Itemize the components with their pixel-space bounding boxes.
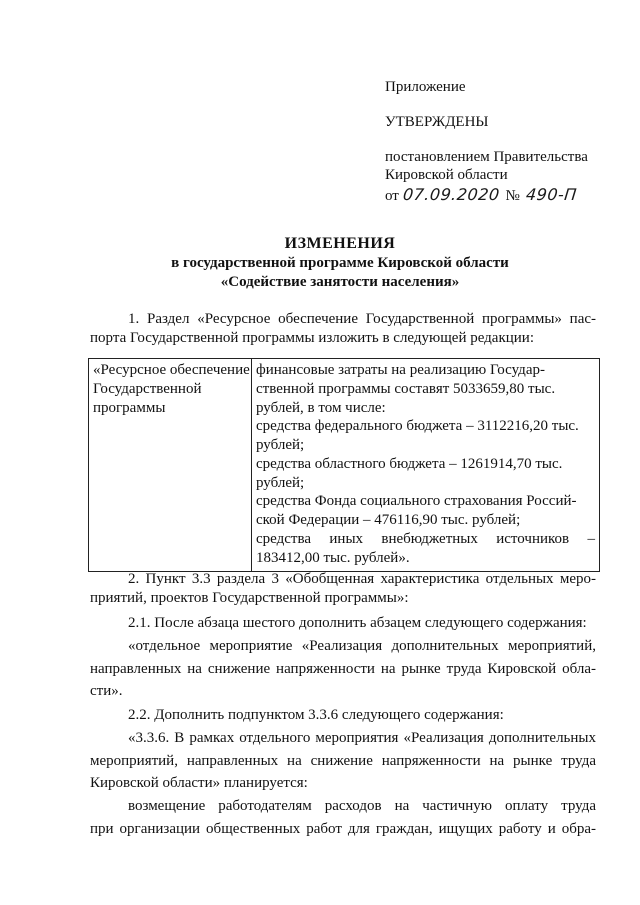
- resolution-line-2: Кировской области: [385, 167, 508, 184]
- table-cell-label: [89, 359, 252, 572]
- table-row: [89, 359, 600, 572]
- item-1-line-1: 1. Раздел «Ресурсное обеспечение Государственной программы» пас-: [128, 311, 596, 327]
- appendix-label: Приложение: [385, 79, 466, 95]
- table-right-line: средства областного бюджета – 1261914,70 тыс.: [256, 455, 563, 472]
- handwritten-date: 07.09.2020: [401, 185, 501, 204]
- item-1: [90, 310, 596, 348]
- table-right-line: средства иных внебюджетных источников –: [256, 530, 595, 547]
- table-right-line: средства Фонда социального страхования Россий-: [256, 493, 577, 510]
- table-cell-value: [252, 359, 600, 572]
- title-line-2: в государственной программе Кировской области: [171, 255, 509, 271]
- item-2-2-p1-line-1: «3.3.6. В рамках отдельного мероприятия «Реализация дополнительных: [128, 729, 596, 746]
- item-1-line-2: порта Государственной программы изложить в следующей редакции:: [90, 329, 535, 346]
- document-title: [60, 234, 620, 292]
- from-label: от: [385, 188, 399, 204]
- item-2-1-line-1: 2.1. После абзаца шестого дополнить абзацем следующего содержания:: [128, 615, 587, 631]
- item-2-1-quote-line-2: направленных на снижение напряженности на рынке труда Кировской обла-: [90, 660, 596, 677]
- resource-table: [88, 358, 600, 572]
- item-2-2: [90, 706, 596, 839]
- item-2-2-line-1: 2.2. Дополнить подпунктом 3.3.6 следующего содержания:: [128, 707, 504, 723]
- table-left-line: Государственной: [93, 380, 202, 397]
- resolution-line-1: постановлением Правительства: [385, 148, 588, 165]
- table-right-line: финансовые затраты на реализацию Государ-: [256, 362, 545, 378]
- approval-block: [385, 78, 625, 206]
- approved-label: УТВЕРЖДЕНЫ: [385, 113, 489, 130]
- item-2-2-p1-line-2: мероприятий, направленных на снижение напряженности на рынке труда: [90, 752, 596, 769]
- item-2-2-p2-line-1: возмещение работодателям расходов на частичную оплату труда: [128, 798, 596, 814]
- table-left-line: программы: [93, 399, 166, 416]
- table-left-line: «Ресурсное обеспечение: [93, 362, 250, 378]
- table-right-line: средства федерального бюджета – 3112216,20 тыс.: [256, 418, 579, 435]
- table-right-line: рублей;: [256, 437, 305, 453]
- table-right-line: рублей, в том числе:: [256, 399, 386, 416]
- item-2-1-quote-line-3: сти».: [90, 683, 123, 700]
- table-right-line: ской Федерации – 476116,90 тыс. рублей;: [256, 512, 521, 528]
- title-line-1: ИЗМЕНЕНИЯ: [284, 235, 396, 252]
- item-2-2-p2-line-2: при организации общественных работ для граждан, ищущих работу и обра-: [90, 820, 596, 837]
- table-right-line: рублей;: [256, 474, 305, 491]
- number-sign: №: [505, 188, 520, 204]
- item-2-line-2: приятий, проектов Государственной программы»:: [90, 589, 409, 606]
- table-right-line: 183412,00 тыс. рублей».: [256, 549, 410, 566]
- title-line-3: «Содействие занятости населения»: [220, 273, 460, 290]
- item-2-1: [90, 614, 596, 701]
- handwritten-number: 490-П: [524, 185, 578, 204]
- item-2-1-quote-line-1: «отдельное мероприятие «Реализация дополнительных мероприятий,: [128, 637, 596, 654]
- table-right-line: ственной программы составят 5033659,80 тыс.: [256, 380, 556, 397]
- date-number-row: [385, 185, 625, 206]
- item-2-2-p1-line-3: Кировской области» планируется:: [90, 775, 308, 792]
- item-2-line-1: 2. Пункт 3.3 раздела 3 «Обобщенная характеристика отдельных меро-: [128, 571, 596, 587]
- item-2: [90, 570, 596, 608]
